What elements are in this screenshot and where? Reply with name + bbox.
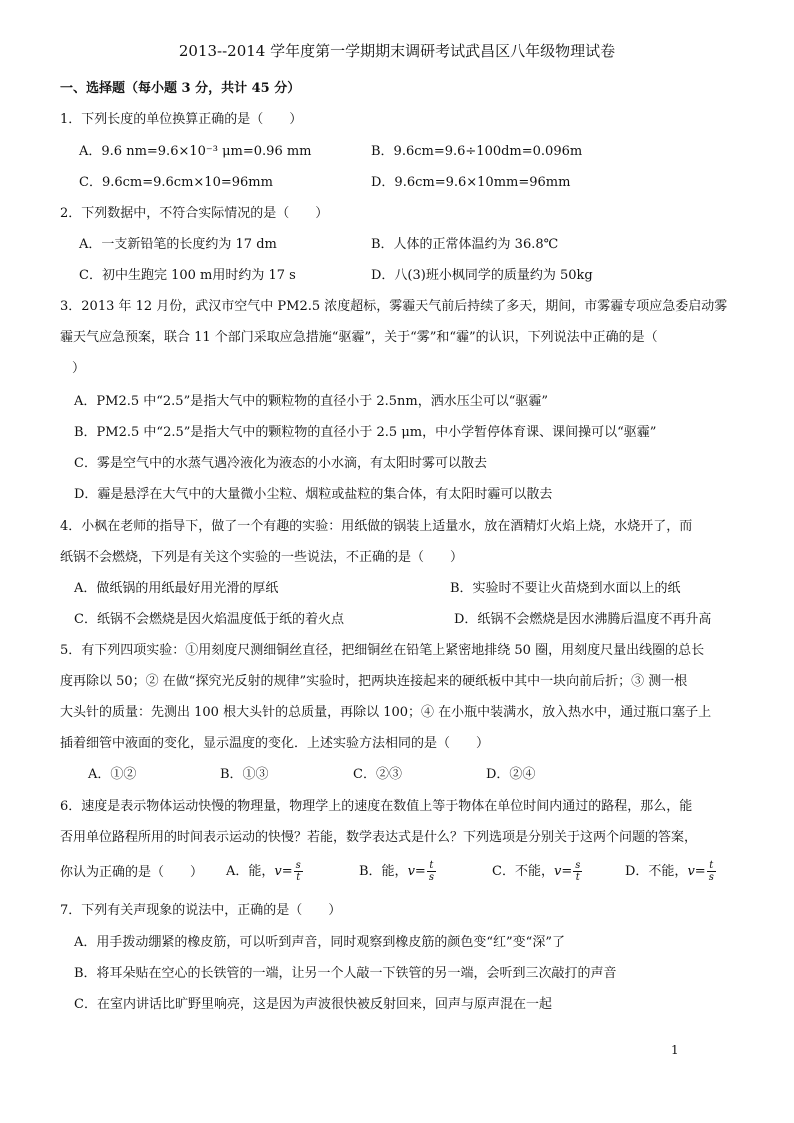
q2-stem: 2．下列数据中，不符合实际情况的是（ ） bbox=[60, 206, 329, 221]
section-heading: 一、选择题（每小题 3 分，共计 45 分） bbox=[60, 81, 301, 96]
q3-stem-line3: ） bbox=[72, 361, 86, 376]
q6-option-c bbox=[492, 857, 582, 887]
fraction-numerator: t bbox=[707, 860, 716, 872]
q4-option-a: A．做纸锅的用纸最好用光滑的厚纸 bbox=[74, 581, 279, 596]
q5-stem-line3: 大头针的质量：先测出 100 根大头针的总质量，再除以 100；④ 在小瓶中装满水，放入热水中，通过瓶口塞子上 bbox=[60, 705, 712, 720]
q7-option-b: B．将耳朵贴在空心的长铁管的一端，让另一个人敲一下铁管的另一端，会听到三次敲打的声音 bbox=[74, 966, 617, 981]
q5-stem-line2: 度再除以 50；② 在做“探究光反射的规律”实验时，把两块连接起来的硬纸板中其中一块向前后折；③ 测一根 bbox=[60, 674, 688, 689]
q1-option-d: D．9.6cm=9.6×10mm=96mm bbox=[371, 175, 571, 190]
velocity-symbol: v bbox=[687, 864, 695, 879]
fraction-denominator: t bbox=[575, 872, 580, 883]
equals-sign: = bbox=[414, 864, 426, 879]
equals-sign: = bbox=[694, 864, 706, 879]
q6-stem-line2: 否用单位路程所用的时间表示运动的快慢？若能，数学表达式是什么？下列选项是分别关于这两个问题的答案， bbox=[60, 830, 698, 845]
fraction-denominator: s bbox=[428, 872, 434, 883]
fraction-denominator: s bbox=[708, 872, 714, 883]
q6-option-a-label: A．能， bbox=[226, 864, 275, 879]
q6-option-c-label: C．不能， bbox=[492, 864, 554, 879]
q3-option-b: B．PM2.5 中“2.5”是指大气中的颗粒物的直径小于 2.5 μm，中小学暂停体育课、课间操可以“驱霾” bbox=[74, 425, 657, 440]
fraction-denominator: t bbox=[296, 872, 301, 883]
q6-option-b-label: B．能， bbox=[359, 864, 408, 879]
fraction-numerator: s bbox=[295, 860, 301, 871]
q5-option-d: D．②④ bbox=[486, 767, 536, 782]
q6-option-a bbox=[226, 857, 303, 887]
q2-option-c: C．初中生跑完 100 m用时约为 17 s bbox=[79, 268, 296, 283]
velocity-symbol: v bbox=[553, 864, 562, 879]
q7-option-c: C．在室内讲话比旷野里响亮，这是因为声波很快被反射回来，回声与原声混在一起 bbox=[74, 997, 552, 1012]
velocity-symbol: v bbox=[407, 864, 415, 879]
q5-option-b: B．①③ bbox=[220, 767, 269, 782]
fraction-s-over-t bbox=[294, 860, 303, 883]
equals-sign: = bbox=[561, 864, 573, 879]
q7-option-a: A．用手拨动绷紧的橡皮筋，可以听到声音，同时观察到橡皮筋的颜色变“红”变“深”了 bbox=[74, 935, 565, 950]
fraction-t-over-s bbox=[707, 860, 716, 883]
q1-stem: 1．下列长度的单位换算正确的是（ ） bbox=[60, 112, 303, 127]
q4-stem-line1: 4．小枫在老师的指导下，做了一个有趣的实验：用纸做的锅装上适量水，放在酒精灯火焰上烧，水烧开了，而 bbox=[60, 519, 693, 534]
q3-option-c: C．雾是空气中的水蒸气遇冷液化为液态的小水滴，有太阳时雾可以散去 bbox=[74, 456, 487, 471]
q5-stem-line1: 5．有下列四项实验：①用刻度尺测细铜丝直径，把细铜丝在铅笔上紧密地排绕 50 圈，用刻度尺量出线圈的总长 bbox=[60, 643, 705, 658]
exam-title: 2013--2014 学年度第一学期期末调研考试武昌区八年级物理试卷 bbox=[178, 42, 616, 60]
q2-option-b: B．人体的正常体温约为 36.8℃ bbox=[371, 237, 559, 252]
q1-option-a: A．9.6 nm=9.6×10⁻³ μm=0.96 mm bbox=[79, 144, 312, 159]
q3-option-d: D．霾是悬浮在大气中的大量微小尘粒、烟粒或盐粒的集合体，有太阳时霾可以散去 bbox=[74, 487, 553, 502]
q7-stem: 7．下列有关声现象的说法中，正确的是（ ） bbox=[60, 903, 342, 918]
q4-option-c: C．纸锅不会燃烧是因火焰温度低于纸的着火点 bbox=[74, 612, 344, 627]
equals-sign: = bbox=[281, 864, 293, 879]
q1-option-b: B．9.6cm=9.6÷100dm=0.096m bbox=[371, 144, 583, 159]
q6-stem-line1: 6．速度是表示物体运动快慢的物理量，物理学上的速度在数值上等于物体在单位时间内通过的路程，那么，能 bbox=[60, 799, 693, 814]
q2-option-d: D．八(3)班小枫同学的质量约为 50kg bbox=[371, 268, 593, 283]
q3-stem-line1: 3．2013 年 12 月份，武汉市空气中 PM2.5 浓度超标，雾霾天气前后持续了多天，期间，市雾霾专项应急委启动雾 bbox=[60, 299, 728, 314]
fraction-numerator: t bbox=[427, 860, 436, 872]
velocity-symbol: v bbox=[274, 864, 282, 879]
fraction-t-over-s bbox=[427, 860, 436, 883]
q4-option-d: D．纸锅不会燃烧是因水沸腾后温度不再升高 bbox=[454, 612, 712, 627]
q6-option-d bbox=[625, 857, 716, 887]
fraction-s-over-t bbox=[573, 860, 582, 883]
q6-option-d-label: D．不能， bbox=[625, 864, 688, 879]
fraction-numerator: s bbox=[575, 860, 581, 871]
q3-stem-line2: 霾天气应急预案，联合 11 个部门采取应急措施“驱霾”，关于“雾”和“霾”的认识，下列说法中正确的是（ bbox=[60, 330, 658, 345]
q2-option-a: A．一支新铅笔的长度约为 17 dm bbox=[79, 237, 277, 252]
q6-option-b bbox=[359, 857, 436, 887]
q3-option-a: A．PM2.5 中“2.5”是指大气中的颗粒物的直径小于 2.5nm，洒水压尘可以“驱霾” bbox=[74, 394, 549, 409]
q5-option-c: C．②③ bbox=[353, 767, 402, 782]
q6-stem-line3: 你认为正确的是（ ） bbox=[60, 865, 204, 880]
q5-stem-line4: 插着细管中液面的变化，显示温度的变化．上述实验方法相同的是（ ） bbox=[60, 736, 490, 751]
q4-stem-line2: 纸锅不会燃烧，下列是有关这个实验的一些说法，不正确的是（ ） bbox=[60, 550, 464, 565]
q4-option-b: B．实验时不要让火苗烧到水面以上的纸 bbox=[450, 581, 681, 596]
page-number: 1 bbox=[671, 1043, 679, 1057]
q5-option-a: A．①② bbox=[88, 767, 137, 782]
q1-option-c: C．9.6cm=9.6cm×10=96mm bbox=[79, 175, 273, 190]
